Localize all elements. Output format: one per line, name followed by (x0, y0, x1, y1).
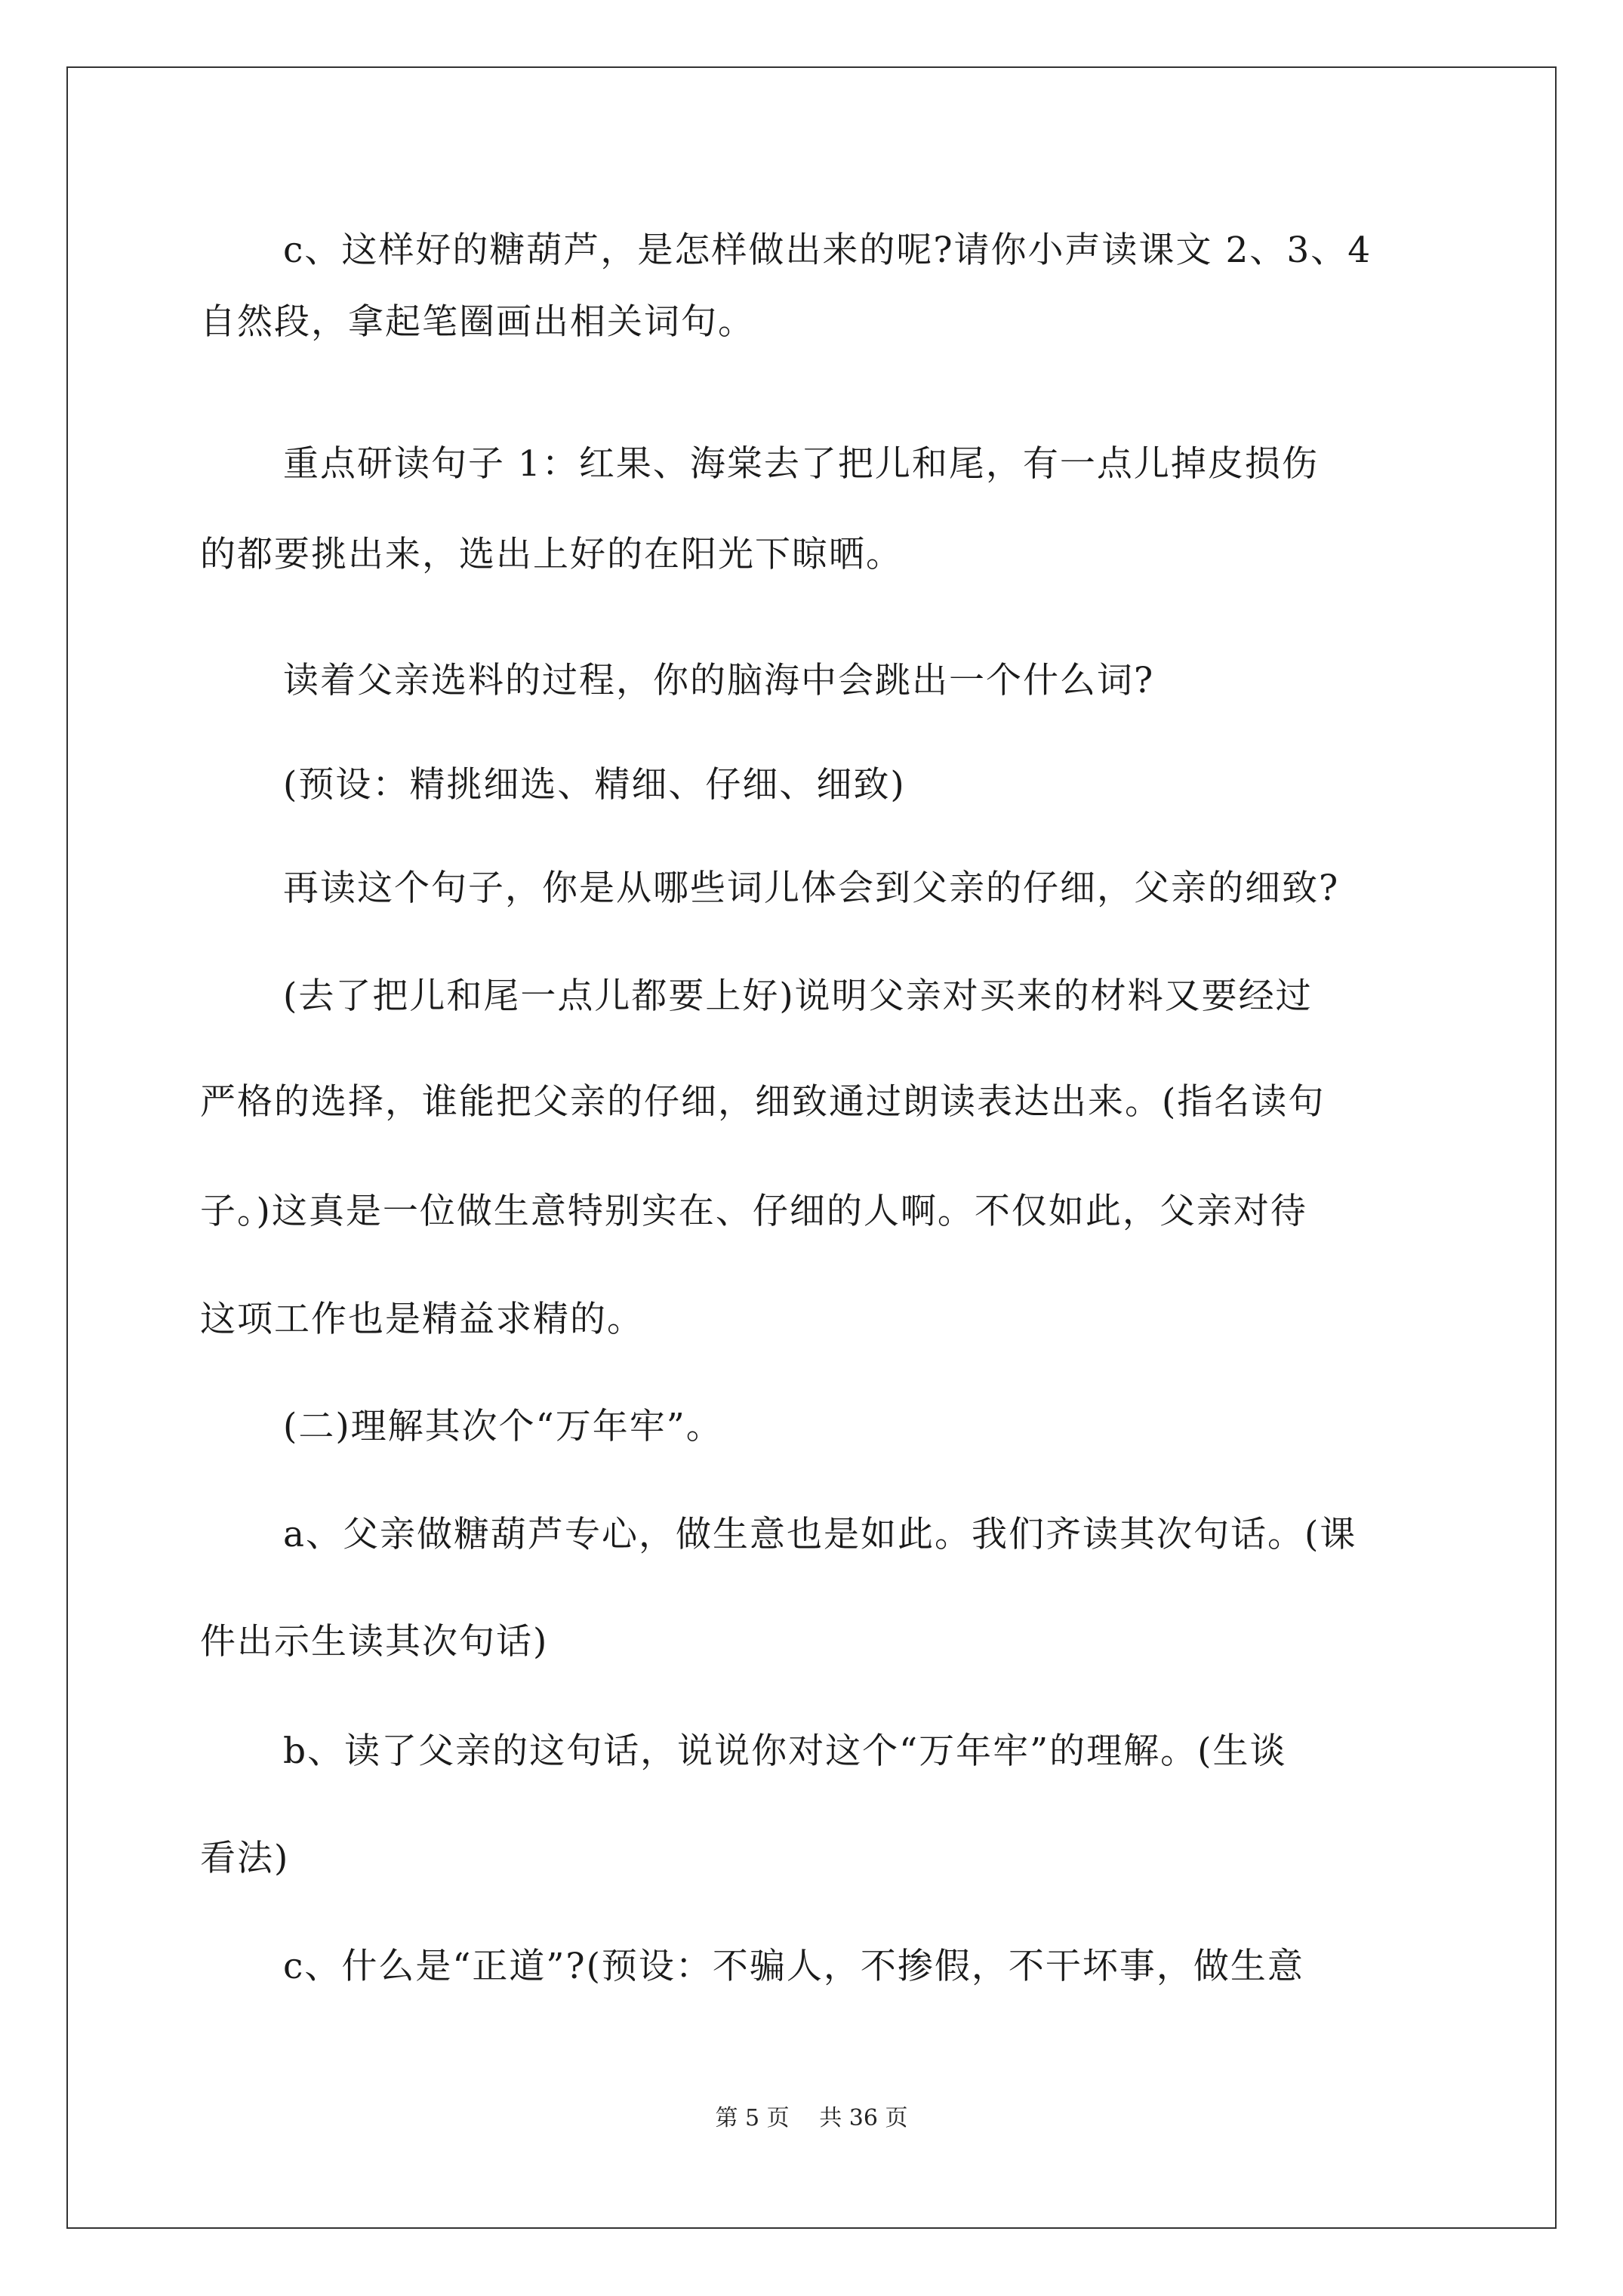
text-line: 的都要挑出来，选出上好的在阳光下晾晒。 (200, 534, 903, 575)
text-line: 看法) (200, 1838, 290, 1879)
text-line: 重点研读句子 1：红果、海棠去了把儿和尾，有一点儿掉皮损伤 (283, 443, 1319, 485)
page-total: 共 36 页 (819, 2105, 908, 2131)
text-line: b、读了父亲的这句话，说说你对这个“万年牢”的理解。(生谈 (283, 1730, 1287, 1772)
text-line: 子。)这真是一位做生意特别实在、仔细的人啊。不仅如此，父亲对待 (200, 1191, 1307, 1232)
page-border (66, 66, 1557, 2229)
text-line: 件出示生读其次句话) (200, 1621, 549, 1663)
page-footer (0, 2103, 1623, 2134)
text-line: c、这样好的糖葫芦，是怎样做出来的呢?请你小声读课文 2、3、4 (283, 230, 1372, 271)
text-line: 严格的选择，谁能把父亲的仔细，细致通过朗读表达出来。(指名读句 (200, 1081, 1326, 1123)
text-line: 这项工作也是精益求精的。 (200, 1299, 644, 1340)
text-line: 读着父亲选料的过程，你的脑海中会跳出一个什么词? (283, 660, 1155, 701)
text-line: (二)理解其次个“万年牢”。 (283, 1406, 723, 1447)
text-line: 自然段，拿起笔圈画出相关词句。 (200, 301, 755, 343)
text-line: 再读这个句子，你是从哪些词儿体会到父亲的仔细，父亲的细致? (283, 868, 1340, 909)
text-line: (预设：精挑细选、精细、仔细、细致) (283, 764, 906, 806)
text-line: (去了把儿和尾一点儿都要上好)说明父亲对买来的材料又要经过 (283, 975, 1313, 1017)
page-number: 第 5 页 (715, 2105, 790, 2131)
text-line: a、父亲做糖葫芦专心，做生意也是如此。我们齐读其次句话。(课 (283, 1514, 1357, 1555)
text-line: c、什么是“正道”?(预设：不骗人，不掺假，不干坏事，做生意 (283, 1946, 1304, 1987)
